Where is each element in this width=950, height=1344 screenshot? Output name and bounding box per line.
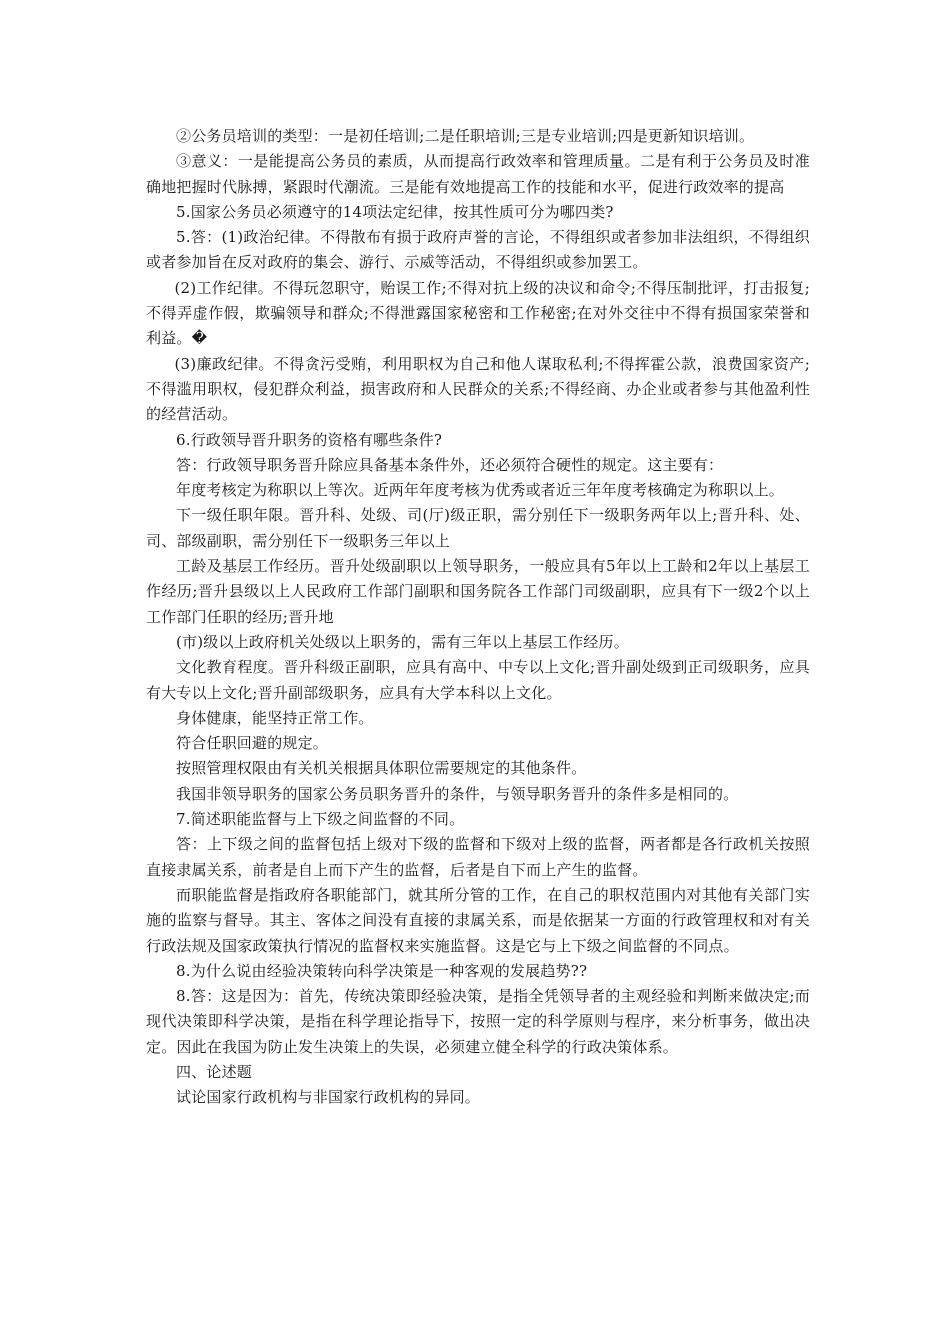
answer-5-work-discipline: (2)工作纪律。不得玩忽职守，贻误工作;不得对抗上级的决议和命令;不得压制批评，打击报复;不得弄虚作假，欺骗领导和群众;不得泄露国家秘密和工作秘密;在对外交往中不得有损国家荣誉和利益。� [146,278,810,348]
answer-6-tenure: 下一级任职年限。晋升科、处级、司(厅)级正职，需分别任下一级职务两年以上;晋升科、处、司、部级副职，需分别任下一级职务三年以上 [146,506,810,550]
answer-6-avoidance: 符合任职回避的规定。 [176,734,329,753]
answer-6-non-leadership: 我国非领导职务的国家公务员职务晋升的条件，与领导职务晋升的条件多是相同的。 [176,784,739,803]
answer-6-annual-assessment: 年度考核定为称职以上等次。近两年年度考核为优秀或者近三年年度考核确定为称职以上。 [176,481,785,500]
question-7: 7.简述职能监督与上下级之间监督的不同。 [176,810,465,829]
answer-6-intro: 答：行政领导职务晋升除应具备基本条件外，还必须符合硬性的规定。这主要有： [176,455,724,474]
answer-7-hierarchical: 答：上下级之间的监督包括上级对下级的监督和下级对上级的监督，两者都是各行政机关按照直接隶属关系，前者是自上而下产生的监督，后者是自下而上产生的监督。 [146,835,810,879]
answer-6-other-conditions: 按照管理权限由有关机关根据具体职位需要规定的其他条件。 [176,759,587,778]
question-6: 6.行政领导晋升职务的资格有哪些条件? [176,430,443,449]
question-8: 8.为什么说由经验决策转向科学决策是一种客观的发展趋势?? [176,961,588,980]
answer-5-integrity-discipline: (3)廉政纪律。不得贪污受贿，利用职权为自己和他人谋取私利;不得挥霍公款，浪费国家资产;不得滥用职权，侵犯群众利益，损害政府和人民群众的关系;不得经商、办企业或者参与其他盈利性的经营活动。 [146,354,810,424]
answer-5-political-discipline: 5.答：(1)政治纪律。不得散布有损于政府声誉的言论，不得组织或者参加非法组织，不得组织或者参加旨在反对政府的集会、游行、示威等活动，不得组织或参加罢工。 [146,228,810,272]
answer-6-education: 文化教育程度。晋升科级正副职，应具有高中、中专以上文化;晋升副处级到正司级职务，应具有大专以上文化;晋升副部级职务，应具有大学本科以上文化。 [146,658,810,702]
answer-7-functional: 而职能监督是指政府各职能部门，就其所分管的工作，在自己的职权范围内对其他有关部门实施的监察与督导。其主、客体之间没有直接的隶属关系，而是依据某一方面的行政管理权和对有关行政法规及国家政策执行情况的监督权来实施监督。这是它与上下级之间监督的不同点。 [146,885,810,955]
section-heading-essay: 四、论述题 [176,1062,253,1081]
answer-6-health: 身体健康，能坚持正常工作。 [176,708,374,727]
essay-question: 试论国家行政机构与非国家行政机构的异同。 [176,1088,481,1107]
answer-8: 8.答：这是因为：首先，传统决策即经验决策，是指全凭领导者的主观经验和判断来做决定;而现代决策即科学决策，是指在科学理论指导下，按照一定的科学原则与程序，来分析事务，做出决定。因此在我国为防止发生决策上的失误，必须建立健全科学的行政决策体系。 [146,987,810,1056]
paragraph-training-types: ②公务员培训的类型：一是初任培训;二是任职培训;三是专业培训;四是更新知识培训。 [176,127,755,145]
answer-6-city-level: (市)级以上政府机关处级以上职务的，需有三年以上基层工作经历。 [176,632,629,651]
answer-6-work-experience: 工龄及基层工作经历。晋升处级副职以上领导职务，一般应具有5年以上工龄和2年以上基层工作经历;晋升县级以上人民政府工作部门副职和国务院各工作部门司级副职，应具有下一级2个以上工作部门任职的经历;晋升地 [146,557,810,626]
question-5: 5.国家公务员必须遵守的14项法定纪律，按其性质可分为哪四类? [176,202,614,221]
paragraph-training-significance: ③意义：一是能提高公务员的素质，从而提高行政效率和管理质量。二是有利于公务员及时准确地把握时代脉搏，紧跟时代潮流。三是能有效地提高工作的技能和水平，促进行政效率的提高 [146,152,810,196]
document-body [146,124,810,1111]
